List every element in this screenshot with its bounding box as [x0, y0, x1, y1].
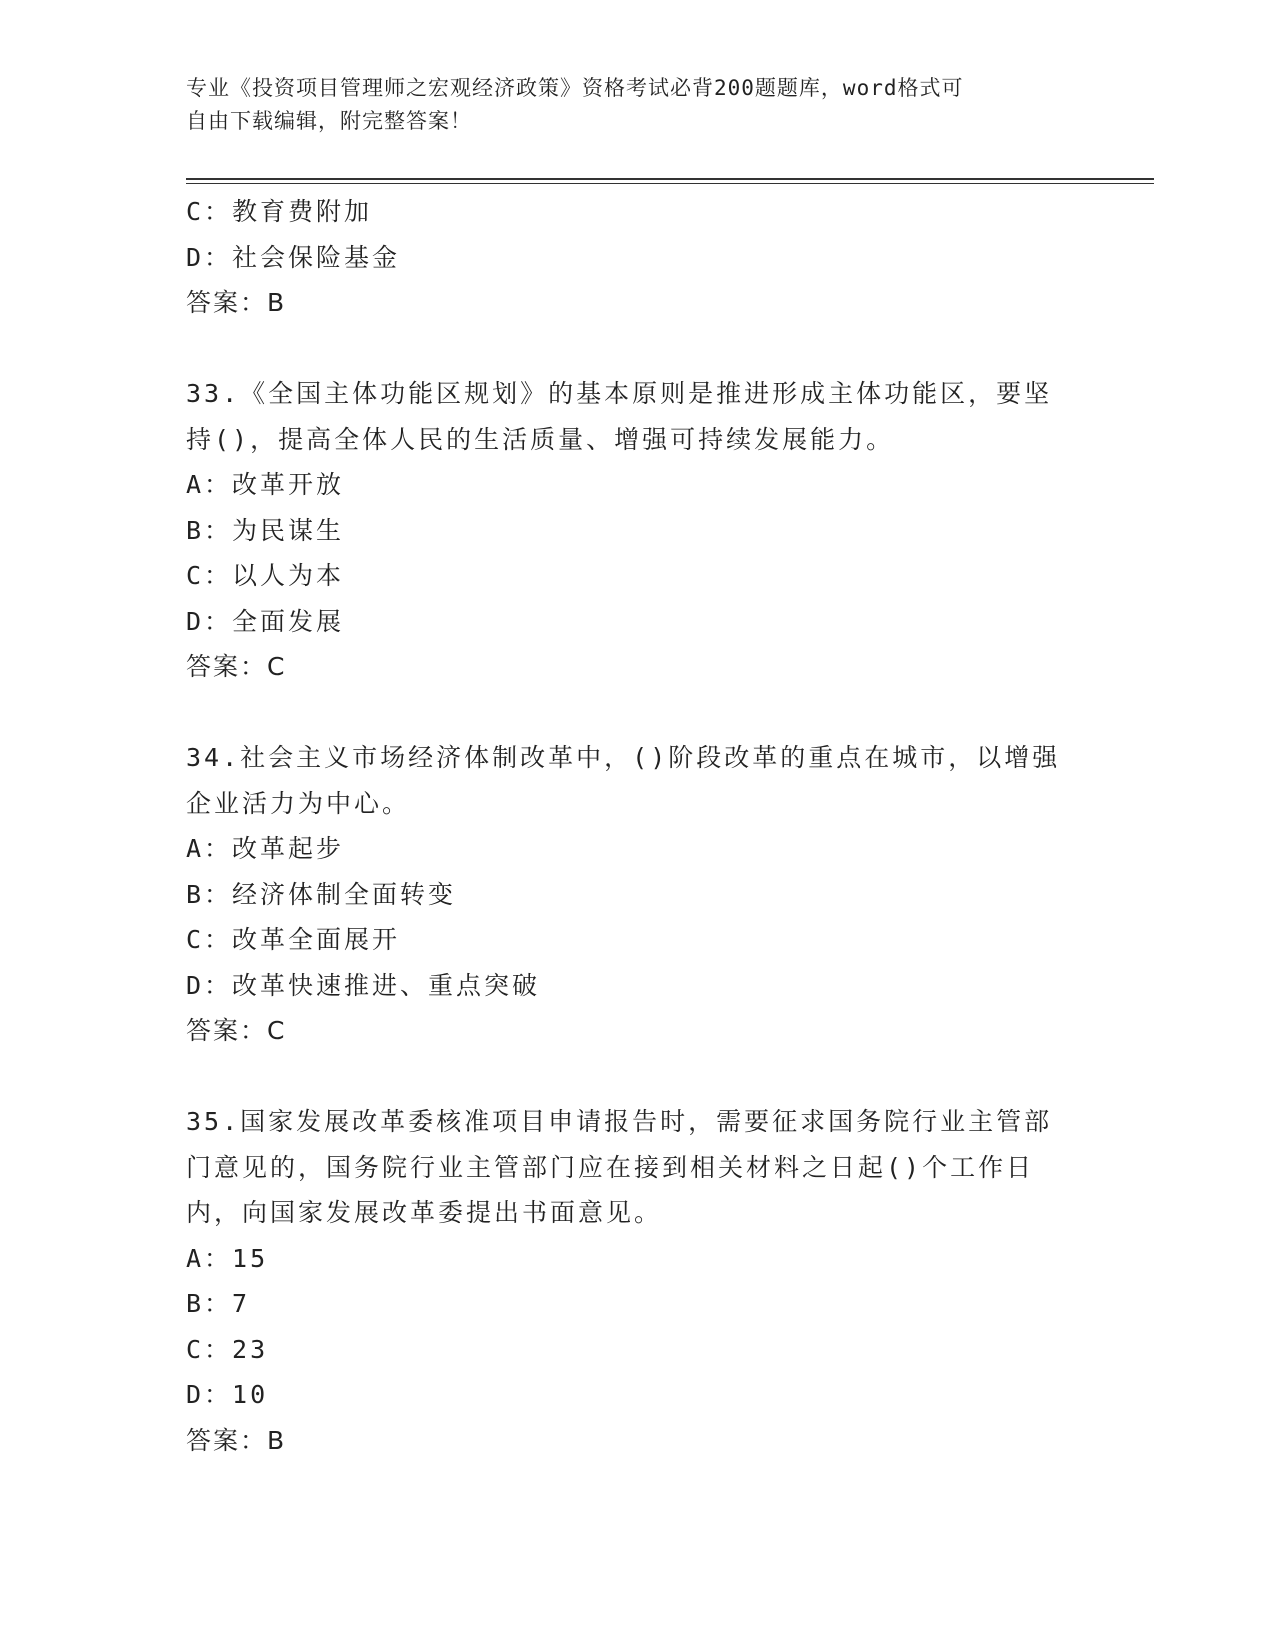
spacer: [186, 690, 1086, 736]
option-a: A：15: [186, 1243, 269, 1273]
question-stem-line: 企业活力为中心。: [186, 788, 411, 818]
option-c: C：23: [186, 1334, 269, 1364]
header-line-2: 自由下载编辑，附完整答案！: [186, 109, 472, 133]
question-stem-line: 33.《全国主体功能区规划》的基本原则是推进形成主体功能区，要坚: [186, 379, 1053, 408]
question-35: [186, 1099, 1086, 1463]
question-stem-line: 门意见的，国务院行业主管部门应在接到相关材料之日起()个工作日: [186, 1152, 1035, 1182]
question-34: [186, 735, 1086, 1054]
option-d: D：改革快速推进、重点突破: [186, 970, 541, 1000]
question-stem-line: 34.社会主义市场经济体制改革中，()阶段改革的重点在城市，以增强: [186, 743, 1061, 772]
option-c: C：教育费附加: [186, 197, 373, 226]
option-b: B：经济体制全面转变: [186, 879, 457, 909]
question-33: [186, 371, 1086, 690]
header-divider-thick: [186, 178, 1154, 180]
answer-line: 答案：C: [186, 1016, 287, 1045]
question-list: [186, 189, 1086, 1463]
question-stem-line: 35.国家发展改革委核准项目申请报告时，需要征求国务院行业主管部: [186, 1107, 1053, 1136]
answer-line: 答案：B: [186, 1425, 287, 1455]
option-a: A：改革起步: [186, 834, 345, 863]
header-line-1: 专业《投资项目管理师之宏观经济政策》资格考试必背200题题库，word格式可: [186, 76, 964, 100]
header-divider-thin: [186, 183, 1154, 184]
option-c: C：改革全面展开: [186, 925, 401, 954]
question-stem-line: 内，向国家发展改革委提出书面意见。: [186, 1198, 663, 1227]
prev-question-tail: [186, 189, 1086, 326]
question-stem-line: 持()，提高全体人民的生活质量、增强可持续发展能力。: [186, 424, 895, 454]
option-d: D：10: [186, 1380, 269, 1409]
spacer: [186, 326, 1086, 372]
document-header: [186, 72, 1066, 138]
option-d: D：全面发展: [186, 606, 345, 636]
option-b: B：7: [186, 1289, 251, 1318]
option-d: D：社会保险基金: [186, 242, 401, 272]
option-a: A：改革开放: [186, 470, 345, 499]
option-b: B：为民谋生: [186, 515, 345, 545]
option-c: C：以人为本: [186, 561, 345, 590]
answer-line: 答案：B: [186, 288, 287, 317]
spacer: [186, 1054, 1086, 1100]
answer-line: 答案：C: [186, 652, 287, 681]
